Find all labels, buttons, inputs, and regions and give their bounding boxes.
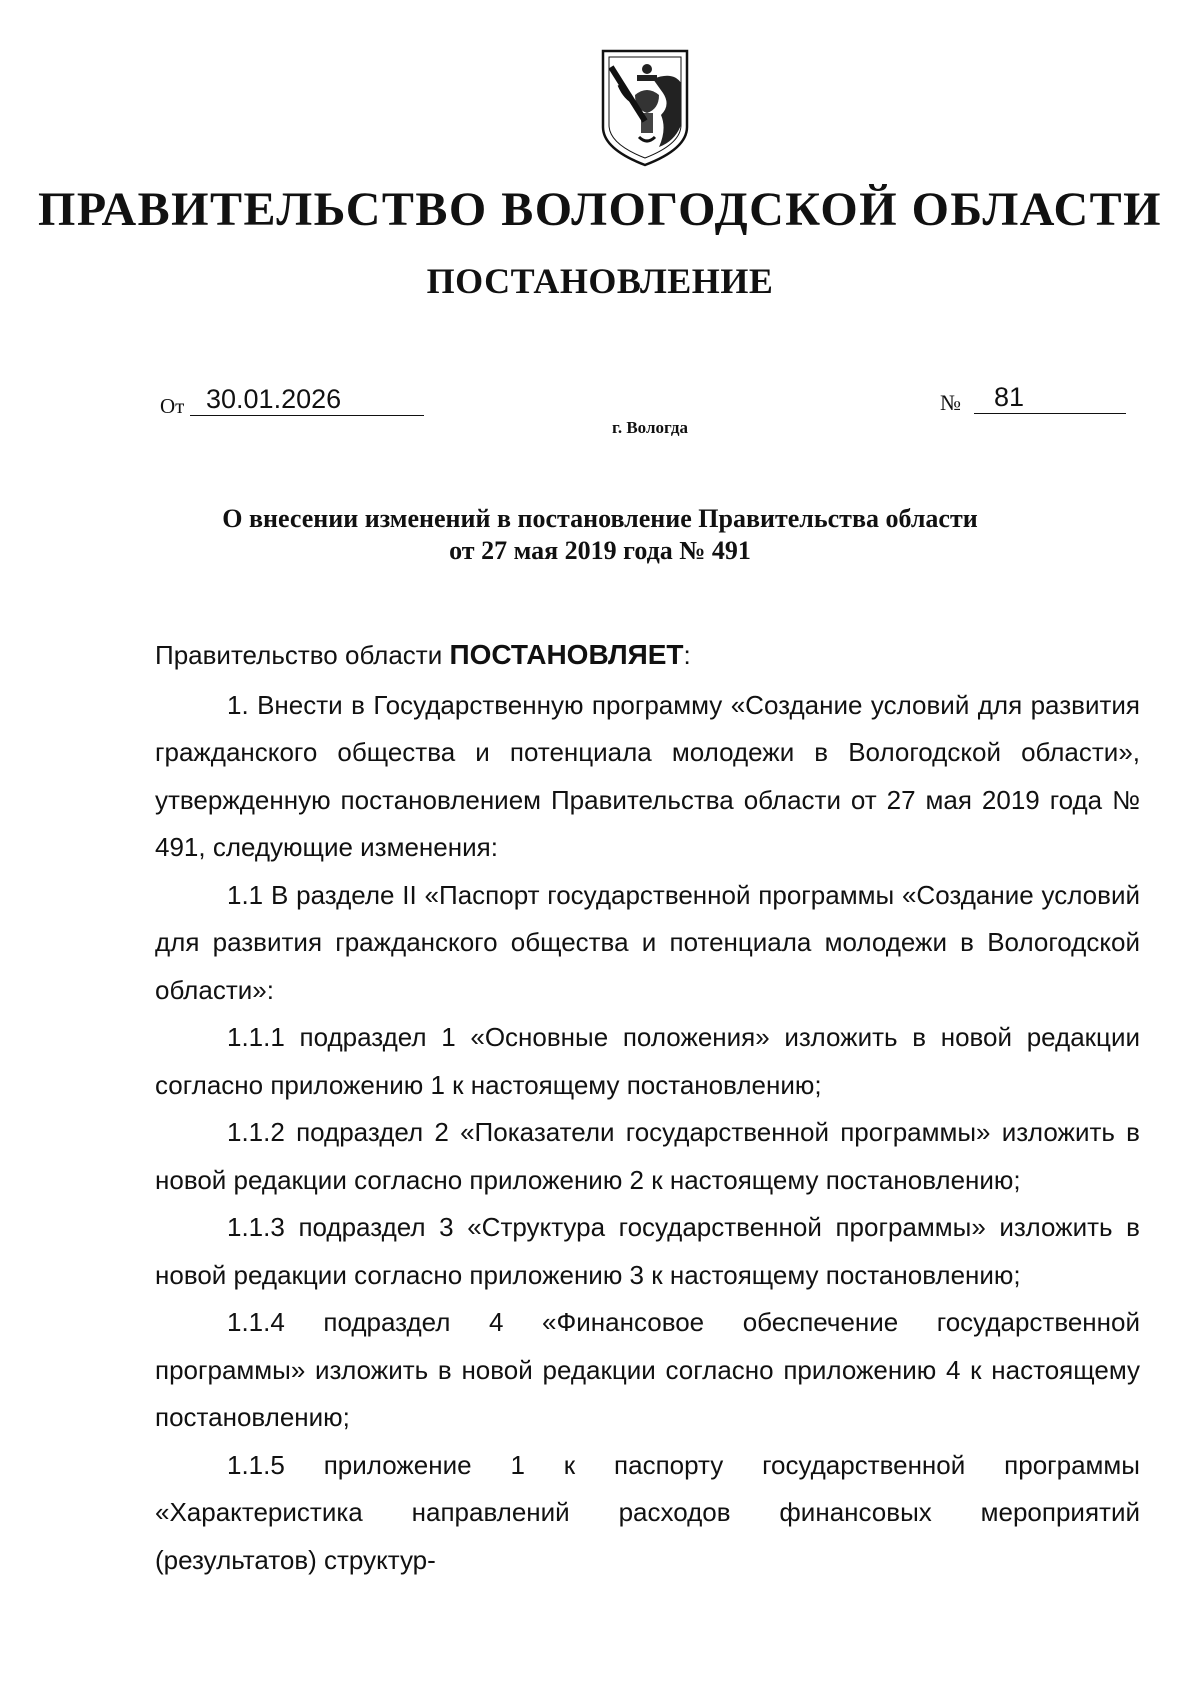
subject-line-1: О внесении изменений в постановление Правительства области [222,504,978,533]
number-prefix: № [940,390,961,415]
document-date [160,384,420,418]
preamble [155,631,1140,680]
preamble-suffix: : [683,640,691,670]
subject-line-2: от 27 мая 2019 года № 491 [449,536,751,565]
paragraph: 1.1.3 подраздел 3 «Структура государственной программы» изложить в новой редакции согласно приложению 3 к настоящему постановлению; [155,1212,1140,1290]
coat-of-arms-icon [601,49,689,167]
paragraph: 1.1.4 подраздел 4 «Финансовое обеспечение государственной программы» изложить в новой редакции согласно приложению 4 к настоящему постановлению; [155,1307,1140,1432]
document-body [155,631,1140,1584]
paragraph: 1.1 В разделе II «Паспорт государственной программы «Создание условий для развития гражданского общества и потенциала молодежи в Вологодской области»: [155,879,1140,1005]
organization-title: ПРАВИТЕЛЬСТВО ВОЛОГОДСКОЙ ОБЛАСТИ [37,183,1162,236]
city: г. Вологда [612,418,688,437]
preamble-emphasis: ПОСТАНОВЛЯЕТ [449,639,684,670]
number-value: 81 [974,382,1126,414]
paragraph: 1.1.1 подраздел 1 «Основные положения» изложить в новой редакции согласно приложению 1 к настоящему постановлению; [155,1022,1140,1100]
paragraph: 1.1.5 приложение 1 к паспорту государственной программы «Характеристика направлений расходов финансовых мероприятий (результатов) структур- [155,1449,1140,1575]
document-subject [0,503,1200,567]
paragraph: 1. Внести в Государственную программу «Создание условий для развития гражданского общества и потенциала молодежи в Вологодской области», утвержденную постановлением Правительства области от 27 мая 2019 года № 491, следующие изменения: [155,689,1140,862]
preamble-text: Правительство области [155,640,450,670]
document-number [940,382,1140,416]
date-value: 30.01.2026 [190,384,424,416]
document-type: ПОСТАНОВЛЕНИЕ [426,261,774,301]
date-prefix: От [160,394,185,418]
paragraph: 1.1.2 подраздел 2 «Показатели государственной программы» изложить в новой редакции согласно приложению 2 к настоящему постановлению; [155,1117,1140,1195]
